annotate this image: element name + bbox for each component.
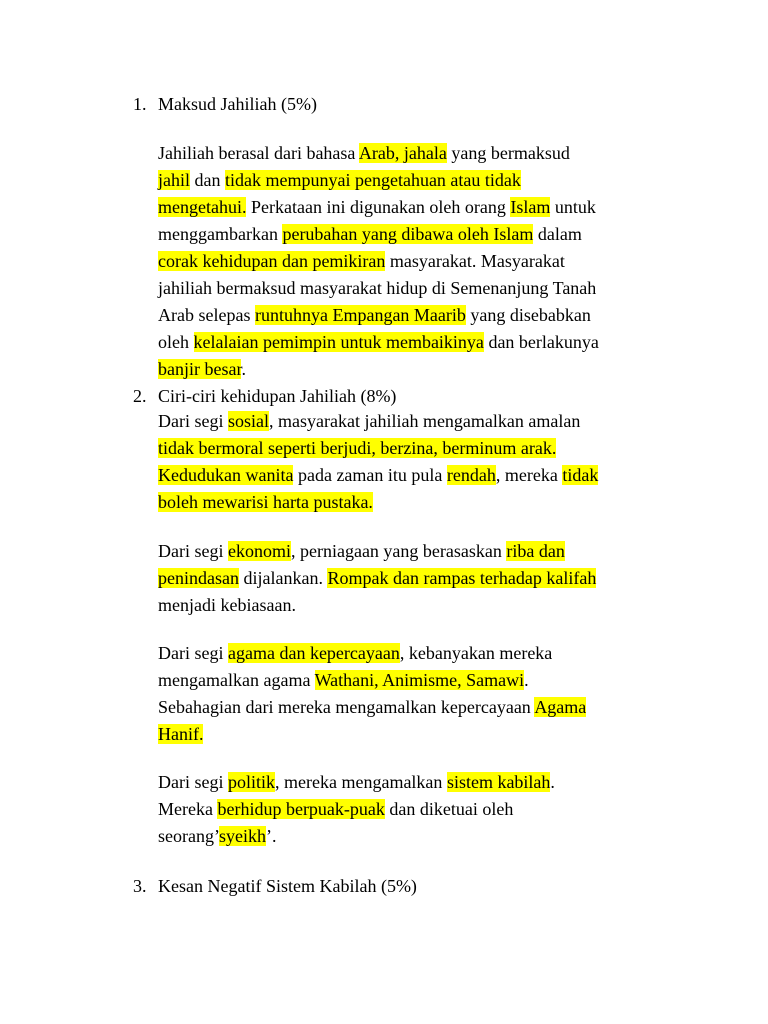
highlighted-text: Hanif. [158, 724, 204, 744]
text-run: dijalankan. [238, 568, 328, 588]
text-line [158, 538, 698, 565]
text-run: , kebanyakan mereka [399, 643, 553, 663]
text-line [158, 408, 698, 435]
section-heading-3 [133, 873, 417, 900]
text-run: dan [190, 170, 225, 190]
highlighted-text: tidak mempunyai pengetahuan atau tidak [225, 170, 521, 190]
text-run: Sebahagian dari mereka mengamalkan kepercayaan [158, 697, 535, 717]
highlighted-text: boleh mewarisi harta pustaka. [158, 492, 373, 512]
highlighted-text: perubahan yang dibawa oleh Islam [282, 224, 534, 244]
text-run: . [550, 772, 555, 792]
text-line [158, 435, 698, 462]
text-run: seorang’ [158, 826, 219, 846]
text-line [158, 796, 698, 823]
text-run: oleh [158, 332, 194, 352]
section-number: 2. [133, 386, 147, 406]
highlighted-text: penindasan [158, 568, 239, 588]
text-run: Dari segi [158, 411, 228, 431]
highlighted-text: agama dan kepercayaan [227, 643, 400, 663]
text-run: untuk [550, 197, 596, 217]
text-run: mengamalkan agama [158, 670, 315, 690]
highlighted-text: syeikh [218, 826, 266, 846]
highlighted-text: Kedudukan wanita [158, 465, 294, 485]
text-run: menjadi kebiasaan. [158, 595, 296, 615]
text-line [158, 667, 698, 694]
text-line [158, 694, 698, 721]
text-run: . [524, 670, 529, 690]
text-run: masyarakat. Masyarakat [385, 251, 565, 271]
text-line [158, 721, 698, 748]
section-title: Kesan Negatif Sistem Kabilah (5%) [158, 876, 417, 896]
text-run: dan diketuai oleh [384, 799, 514, 819]
text-line [158, 194, 698, 221]
highlighted-text: sosial [227, 411, 269, 431]
paragraph-ekonomi [158, 538, 698, 619]
text-line [158, 167, 698, 194]
section-title: Maksud Jahiliah (5%) [158, 94, 317, 114]
highlighted-text: banjir besar [158, 359, 242, 379]
text-run: , mereka mengamalkan [275, 772, 447, 792]
highlighted-text: Agama [534, 697, 587, 717]
text-run: , mereka [495, 465, 563, 485]
text-run: Dari segi [158, 541, 228, 561]
text-line [158, 462, 698, 489]
text-run: yang bermaksud [446, 143, 570, 163]
highlighted-text: Islam [510, 197, 551, 217]
highlighted-text: corak kehidupan dan pemikiran [158, 251, 386, 271]
text-line [158, 592, 698, 619]
highlighted-text: jahil [158, 170, 190, 190]
text-run: menggambarkan [158, 224, 283, 244]
text-run: Dari segi [158, 772, 228, 792]
highlighted-text: tidak bermoral seperti berjudi, berzina, berminum arak. [158, 438, 557, 458]
text-run: , perniagaan yang berasaskan [290, 541, 507, 561]
highlighted-text: tidak [562, 465, 599, 485]
text-run: Jahiliah berasal dari bahasa [158, 143, 359, 163]
text-run: , masyarakat jahiliah mengamalkan amalan [269, 411, 581, 431]
text-run: yang disebabkan [465, 305, 591, 325]
text-line [158, 248, 698, 275]
text-line [158, 329, 698, 356]
text-run: jahiliah bermaksud masyarakat hidup di Semenanjung Tanah [158, 278, 597, 298]
text-line [158, 565, 698, 592]
section-number: 1. [133, 94, 147, 114]
highlighted-text: berhidup berpuak-puak [217, 799, 385, 819]
text-line [158, 489, 698, 516]
text-line [158, 302, 698, 329]
paragraph-maksud [158, 140, 698, 383]
text-line [158, 140, 698, 167]
text-run: dan berlakunya [483, 332, 599, 352]
paragraph-politik [158, 769, 698, 850]
text-run: dalam [533, 224, 582, 244]
text-line [158, 769, 698, 796]
text-line [158, 823, 698, 850]
text-line [158, 275, 698, 302]
highlighted-text: sistem kabilah [446, 772, 551, 792]
text-line [158, 640, 698, 667]
text-run: . [241, 359, 246, 379]
highlighted-text: kelalaian pemimpin untuk membaikinya [193, 332, 484, 352]
highlighted-text: mengetahui. [158, 197, 247, 217]
text-run: Mereka [158, 799, 218, 819]
highlighted-text: riba dan [506, 541, 565, 561]
section-heading-1 [133, 91, 317, 118]
section-heading-2 [133, 383, 396, 410]
highlighted-text: politik [227, 772, 275, 792]
text-run: Arab selepas [158, 305, 255, 325]
text-line [158, 356, 698, 383]
text-run: pada zaman itu pula [293, 465, 447, 485]
text-line [158, 221, 698, 248]
paragraph-agama [158, 640, 698, 748]
paragraph-sosial [158, 408, 698, 516]
highlighted-text: Rompak dan rampas terhadap kalifah [327, 568, 597, 588]
highlighted-text: Wathani, Animisme, Samawi [314, 670, 525, 690]
section-title: Ciri-ciri kehidupan Jahiliah (8%) [158, 386, 397, 406]
section-number: 3. [133, 876, 147, 896]
highlighted-text: rendah [446, 465, 496, 485]
text-run: Perkataan ini digunakan oleh orang [246, 197, 511, 217]
highlighted-text: runtuhnya Empangan Maarib [254, 305, 466, 325]
highlighted-text: Arab, jahala [358, 143, 447, 163]
text-run: ’. [265, 826, 277, 846]
text-run: Dari segi [158, 643, 228, 663]
highlighted-text: ekonomi [227, 541, 291, 561]
